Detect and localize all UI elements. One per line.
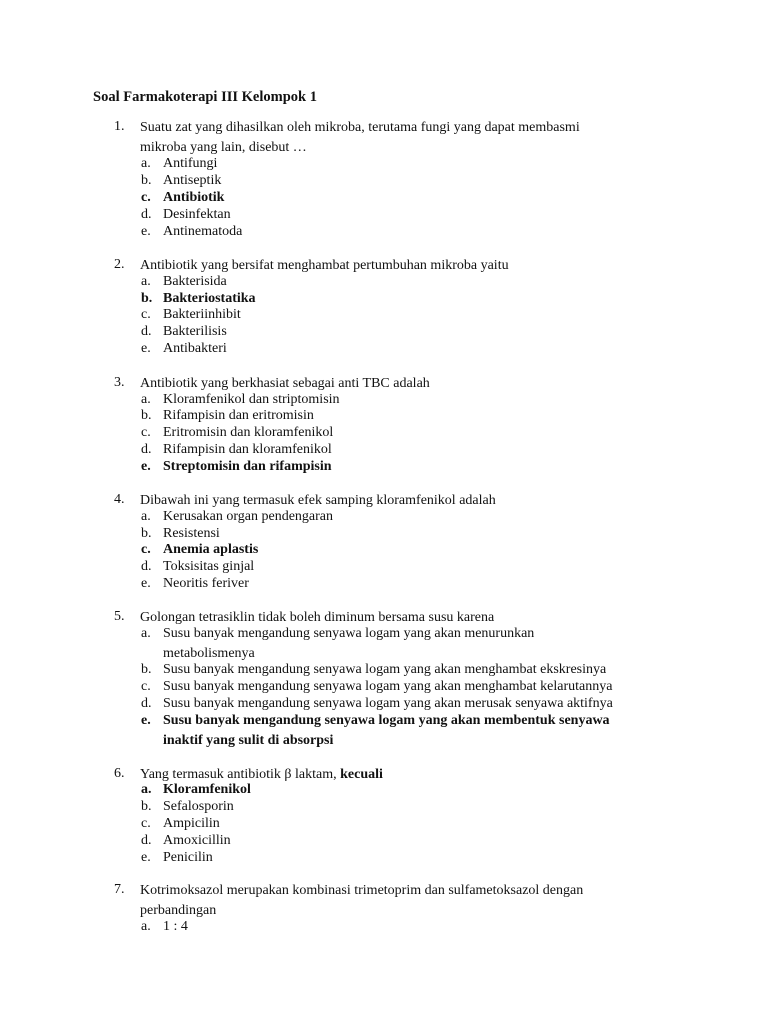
- option-text: [163, 678, 683, 695]
- option-text-line: Susu banyak mengandung senyawa logam yang akan membentuk senyawa: [163, 713, 610, 728]
- option-text: [163, 918, 683, 935]
- option-letter: e.: [141, 850, 151, 865]
- question-text: [140, 881, 660, 921]
- option-letter: d.: [141, 207, 152, 222]
- option-text: [163, 189, 683, 206]
- question-number: 1.: [114, 119, 125, 134]
- question-text-line: Dibawah ini yang termasuk efek samping kloramfenikol adalah: [140, 493, 496, 508]
- question-text-line: Antibiotik yang berkhasiat sebagai anti TBC adalah: [140, 376, 430, 391]
- question-text-line: Golongan tetrasiklin tidak boleh diminum bersama susu karena: [140, 610, 495, 625]
- option-text-line: metabolismenya: [163, 646, 255, 661]
- option-text-line: inaktif yang sulit di absorpsi: [163, 733, 334, 748]
- question-text-line: Antibiotik yang bersifat menghambat pertumbuhan mikroba yaitu: [140, 258, 509, 273]
- question-text-line: Kotrimoksazol merupakan kombinasi trimetoprim dan sulfametoksazol dengan: [140, 883, 584, 898]
- option-letter: e.: [141, 713, 151, 728]
- option-text: [163, 525, 683, 542]
- question-text: [140, 118, 660, 158]
- option-text: [163, 558, 683, 575]
- option-text-line: Susu banyak mengandung senyawa logam yang akan menghambat kelarutannya: [163, 679, 613, 694]
- document-title: Soal Farmakoterapi III Kelompok 1: [93, 89, 317, 105]
- option-text: [163, 575, 683, 592]
- option-text-line: Kloramfenikol: [163, 782, 251, 797]
- question-text-line: perbandingan: [140, 903, 217, 918]
- option-text-line: Eritromisin dan kloramfenikol: [163, 425, 334, 440]
- option-letter: e.: [141, 576, 151, 591]
- question-number: 3.: [114, 375, 125, 390]
- option-text-line: Bakterisida: [163, 274, 227, 289]
- option-text-line: Antifungi: [163, 156, 218, 171]
- option-letter: d.: [141, 442, 152, 457]
- option-text: [163, 306, 683, 323]
- question-text-line: Suatu zat yang dihasilkan oleh mikroba, terutama fungi yang dapat membasmi: [140, 120, 580, 135]
- option-text-line: Antibiotik: [163, 190, 225, 205]
- question-text-line: Yang termasuk antibiotik β laktam, kecuali: [140, 767, 383, 782]
- question-number: 4.: [114, 492, 125, 507]
- option-text-line: Amoxicillin: [163, 833, 231, 848]
- option-letter: a.: [141, 509, 151, 524]
- option-text: [163, 323, 683, 340]
- option-letter: a.: [141, 392, 151, 407]
- option-letter: a.: [141, 782, 152, 797]
- option-text: [163, 815, 683, 832]
- option-text-line: Ampicilin: [163, 816, 220, 831]
- option-letter: e.: [141, 224, 151, 239]
- option-text: [163, 340, 683, 357]
- option-text: [163, 781, 683, 798]
- option-text-line: Anemia aplastis: [163, 542, 259, 557]
- option-letter: c.: [141, 190, 151, 205]
- option-text: [163, 832, 683, 849]
- option-text-line: Susu banyak mengandung senyawa logam yang akan menghambat ekskresinya: [163, 662, 607, 677]
- option-letter: c.: [141, 542, 151, 557]
- option-letter: a.: [141, 626, 151, 641]
- option-letter: d.: [141, 833, 152, 848]
- option-text: [163, 625, 683, 662]
- option-letter: a.: [141, 919, 151, 934]
- option-text-line: Antibakteri: [163, 341, 227, 356]
- option-letter: c.: [141, 307, 151, 322]
- option-letter: c.: [141, 816, 151, 831]
- option-text-line: Toksisitas ginjal: [163, 559, 255, 574]
- option-text: [163, 273, 683, 290]
- option-text-line: Streptomisin dan rifampisin: [163, 459, 332, 474]
- option-text-line: Bakteriinhibit: [163, 307, 241, 322]
- question-number: 5.: [114, 609, 125, 624]
- option-text-line: Antinematoda: [163, 224, 243, 239]
- option-text: [163, 391, 683, 408]
- question-number: 6.: [114, 766, 125, 781]
- option-text: [163, 661, 683, 678]
- option-letter: a.: [141, 274, 151, 289]
- option-text: [163, 155, 683, 172]
- option-text: [163, 172, 683, 189]
- option-letter: a.: [141, 156, 151, 171]
- option-text: [163, 849, 683, 866]
- option-text-line: Neoritis feriver: [163, 576, 249, 591]
- option-text: [163, 223, 683, 240]
- option-letter: b.: [141, 291, 153, 306]
- option-text-line: Desinfektan: [163, 207, 231, 222]
- option-text-line: Rifampisin dan kloramfenikol: [163, 442, 332, 457]
- option-letter: b.: [141, 662, 152, 677]
- option-text: [163, 458, 683, 475]
- question-emphasis: kecuali: [340, 767, 383, 782]
- option-text-line: Susu banyak mengandung senyawa logam yang akan merusak senyawa aktifnya: [163, 696, 613, 711]
- option-letter: d.: [141, 559, 152, 574]
- option-text: [163, 290, 683, 307]
- option-letter: c.: [141, 425, 151, 440]
- option-text-line: Rifampisin dan eritromisin: [163, 408, 314, 423]
- option-letter: b.: [141, 408, 152, 423]
- option-letter: b.: [141, 526, 152, 541]
- option-text: [163, 206, 683, 223]
- question-number: 2.: [114, 257, 125, 272]
- option-text: [163, 798, 683, 815]
- option-letter: d.: [141, 324, 152, 339]
- option-letter: e.: [141, 341, 151, 356]
- option-text: [163, 441, 683, 458]
- option-text: [163, 424, 683, 441]
- option-text-line: Resistensi: [163, 526, 220, 541]
- option-text-line: Susu banyak mengandung senyawa logam yang akan menurunkan: [163, 626, 535, 641]
- option-text-line: Penicilin: [163, 850, 213, 865]
- option-letter: b.: [141, 799, 152, 814]
- option-text-line: Antiseptik: [163, 173, 222, 188]
- option-text: [163, 712, 683, 749]
- question-number: 7.: [114, 882, 125, 897]
- option-letter: b.: [141, 173, 152, 188]
- option-text-line: Bakterilisis: [163, 324, 227, 339]
- option-text: [163, 541, 683, 558]
- option-letter: c.: [141, 679, 151, 694]
- option-text: [163, 508, 683, 525]
- option-text: [163, 695, 683, 712]
- option-text-line: Sefalosporin: [163, 799, 234, 814]
- option-text-line: Bakteriostatika: [163, 291, 256, 306]
- question-text-line: mikroba yang lain, disebut …: [140, 140, 307, 155]
- option-text-line: Kloramfenikol dan striptomisin: [163, 392, 340, 407]
- option-letter: d.: [141, 696, 152, 711]
- option-text-line: 1 : 4: [163, 919, 188, 934]
- option-text-line: Kerusakan organ pendengaran: [163, 509, 334, 524]
- option-letter: e.: [141, 459, 151, 474]
- option-text: [163, 407, 683, 424]
